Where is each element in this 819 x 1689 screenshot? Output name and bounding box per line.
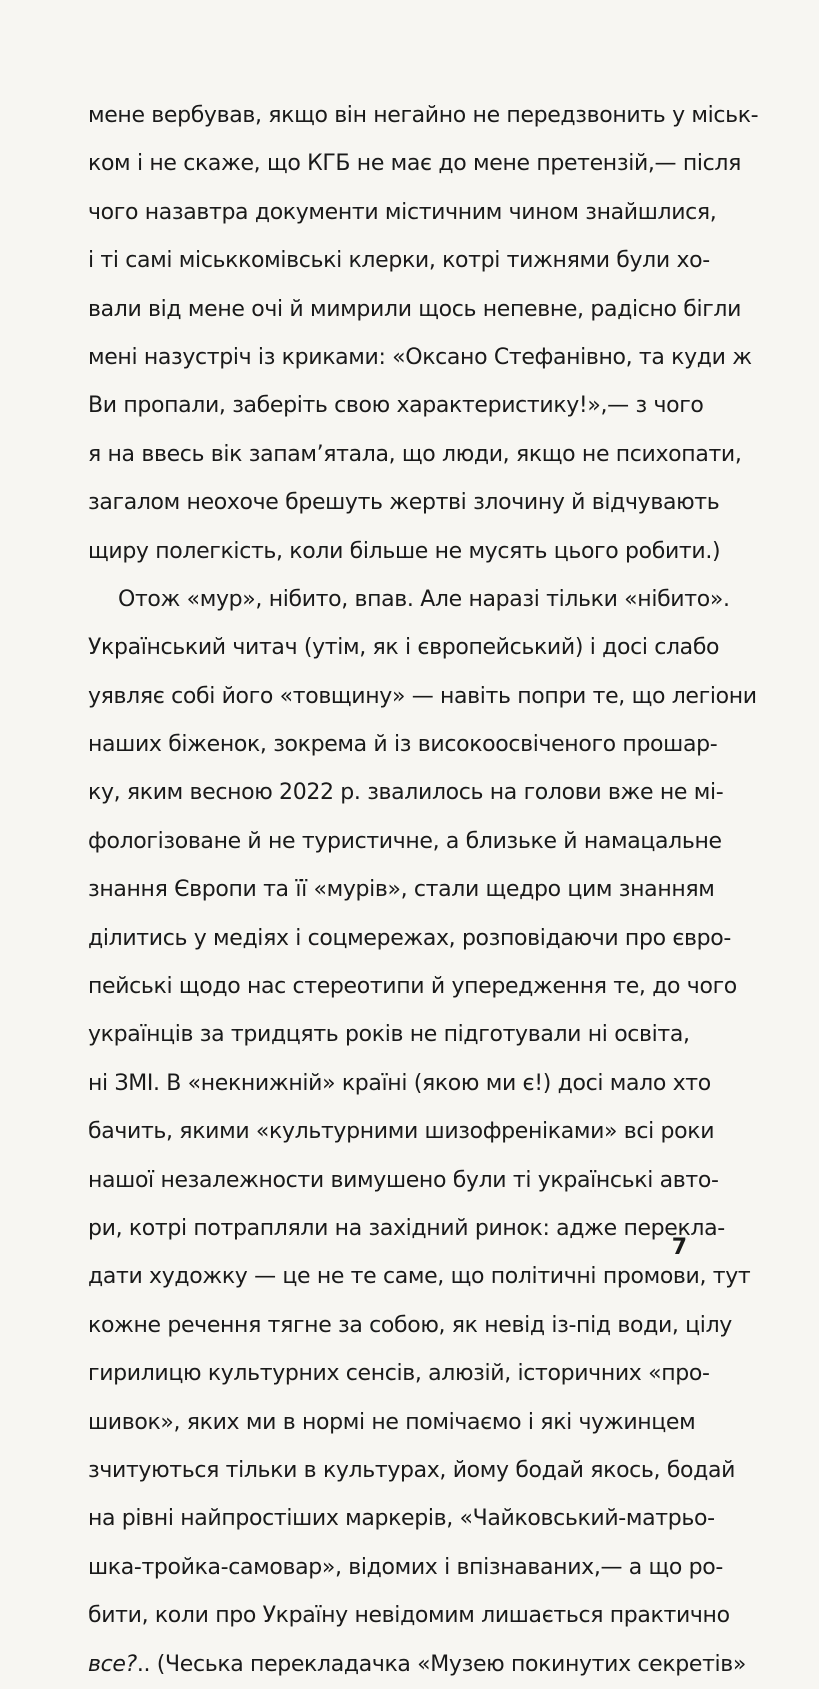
text-line: загалом неохоче брешуть жертві злочину й відчувають [88, 490, 720, 516]
text-line: уявляє собі його «товщину» — навіть попри те, що легіони [88, 683, 757, 709]
text-line: дати художку — це не те саме, що політичні промови, тут [88, 1264, 751, 1290]
text-line: гирилицю культурних сенсів, алюзій, історичних «про- [88, 1361, 710, 1387]
text-line: українців за тридцять років не підготували ні освіта, [88, 1022, 690, 1048]
text-line: мені назустріч із криками: «Оксано Стефанівно, та куди ж [88, 344, 752, 370]
text-line: мене вербував, якщо він негайно не передзвонить у міськ- [88, 103, 759, 128]
text-line: на рівні найпростіших маркерів, «Чайковський-матрьо- [88, 1506, 715, 1532]
text-line: кожне речення тягне за собою, як невід із-під води, цілу [88, 1312, 732, 1338]
text-line: я на ввесь вік запам’ятала, що люди, якщо не психопати, [88, 441, 742, 467]
body-text [88, 92, 759, 1689]
text-line: пейські щодо нас стереотипи й упередження те, до чого [88, 974, 737, 1000]
text-line: нашої незалежности вимушено були ті українські авто- [88, 1167, 719, 1193]
text-line: чого назавтра документи містичним чином знайшлися, [88, 199, 717, 225]
text-line: шивок», яких ми в нормі не помічаємо і які чужинцем [88, 1409, 696, 1435]
text-line: зчитуються тільки в культурах, йому бодай якось, бодай [88, 1457, 736, 1483]
text-line: ку, яким весною 2022 р. звалилось на голови вже не мі- [88, 780, 724, 806]
text-line: шка-тройка-самовар», відомих і впізнаваних,— а що ро- [88, 1554, 723, 1580]
text-line: фологізоване й не туристичне, а близьке й намацальне [88, 828, 722, 854]
page-number: 7 [671, 1235, 687, 1260]
text-line: наших біженок, зокрема й із високоосвіченого прошар- [88, 732, 718, 758]
paragraph-first-line: Отож «мур», нібито, впав. Але наразі тільки «нібито». [118, 586, 730, 612]
text-line: ком і не скаже, що КГБ не має до мене претензій,— після [88, 151, 741, 177]
text-line: ри, котрі потрапляли на західний ринок: адже перекла- [88, 1215, 725, 1241]
text-line: ні ЗМІ. В «некнижній» країні (якою ми є!) досі мало хто [88, 1070, 711, 1096]
text-line: Український читач (утім, як і європейський) і досі слабо [88, 635, 720, 661]
text-line: щиру полегкість, коли більше не мусять цього робити.) [88, 538, 721, 564]
text-line: бачить, якими «культурними шизофреніками» всі роки [88, 1119, 715, 1145]
text-line: ділитись у медіях і соцмережах, розповідаючи про євро- [88, 925, 731, 951]
text-line: знання Європи та її «мурів», стали щедро цим знанням [88, 877, 715, 903]
final-text-line [88, 1641, 747, 1689]
text-line: Ви пропали, заберіть свою характеристику!»,— з чого [88, 393, 704, 419]
final-line-rest: .. (Чеська перекладачка «Музею покинутих секретів» [136, 1651, 747, 1677]
text-line: вали від мене очі й мимрили щось непевне, радісно бігли [88, 296, 742, 322]
text-line: і ті самі міськкомівські клерки, котрі тижнями були хо- [88, 248, 710, 274]
italic-word: все? [88, 1651, 137, 1677]
text-line: бити, коли про Україну невідомим лишається практично [88, 1603, 730, 1629]
